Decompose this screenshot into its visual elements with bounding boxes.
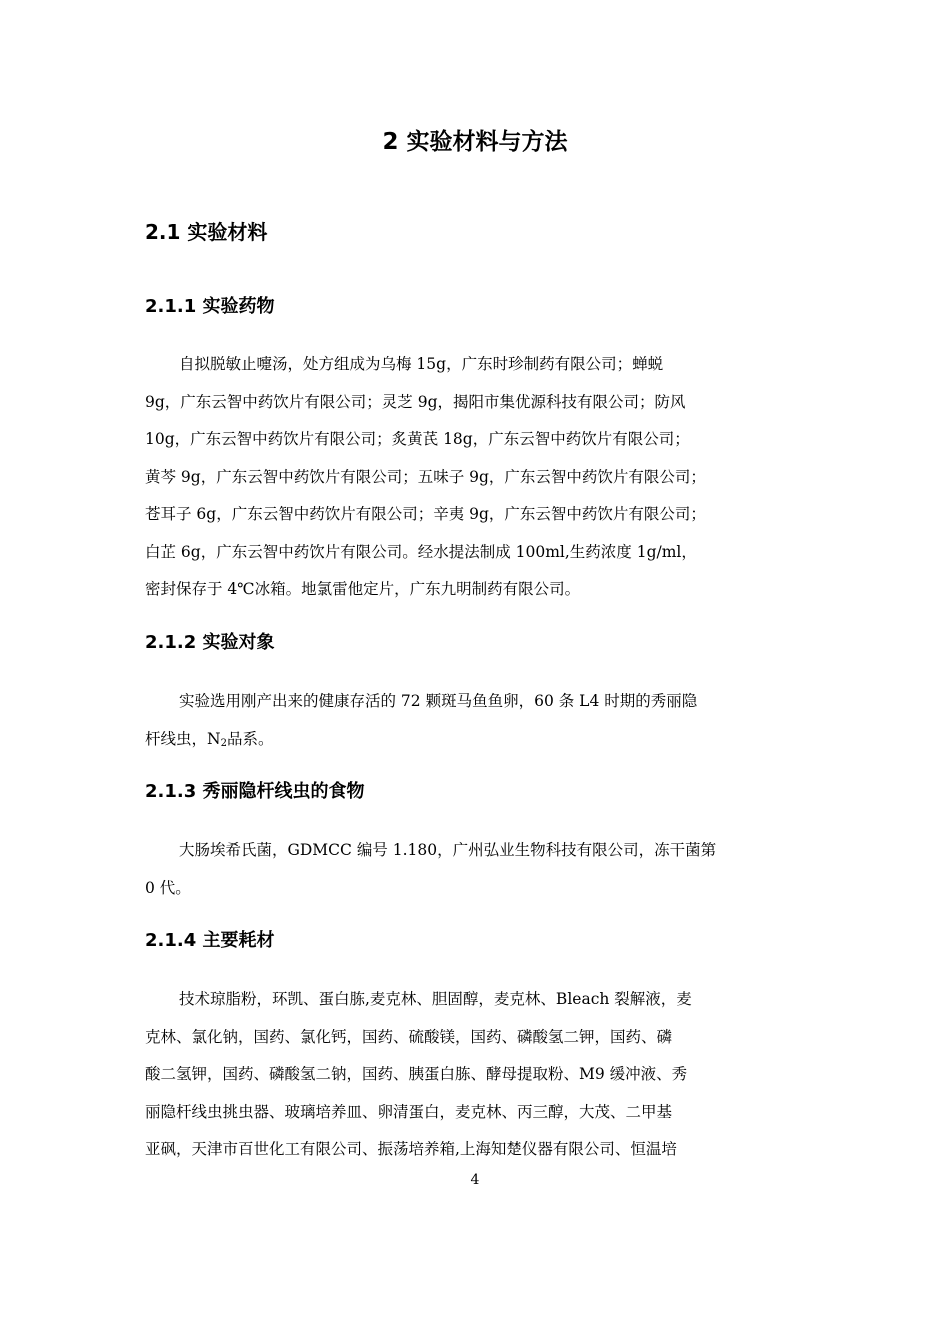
text-line: 苍耳子 6g，广东云智中药饮片有限公司；辛夷 9g，广东云智中药饮片有限公司； xyxy=(145,505,706,523)
subscript: 2 xyxy=(220,737,227,749)
text-line: 丽隐杆线虫挑虫器、玻璃培养皿、卵清蛋白，麦克林、丙三醇，大茂、二甲基 xyxy=(145,1102,673,1121)
text-line: 黄芩 9g，广东云智中药饮片有限公司；五味子 9g，广东云智中药饮片有限公司； xyxy=(145,467,706,486)
paragraph-experimental-drugs xyxy=(145,346,810,609)
text-line: 亚砜，天津市百世化工有限公司、振荡培养箱,上海知楚仪器有限公司、恒温培 xyxy=(145,1140,677,1158)
text-line xyxy=(145,721,810,763)
text-line: 自拟脱敏止嚏汤，处方组成为乌梅 15g，广东时珍制药有限公司；蝉蜕 xyxy=(179,355,664,373)
subsection-title-2-1-3: 2.1.3 秀丽隐杆线虫的食物 xyxy=(145,781,365,802)
text-line: 大肠埃希氏菌，GDMCC 编号 1.180，广州弘业生物科技有限公司，冻干菌第 xyxy=(179,841,717,859)
paragraph-main-consumables xyxy=(145,981,810,1169)
text-line: 密封保存于 4℃冰箱。地氯雷他定片，广东九明制药有限公司。 xyxy=(145,580,581,598)
section-title-2-1: 2.1 实验材料 xyxy=(145,220,268,244)
text-line: 0 代。 xyxy=(145,878,191,897)
text-fragment: 杆线虫，N xyxy=(145,729,221,748)
page-number: 4 xyxy=(470,1172,480,1188)
text-line: 技术琼脂粉，环凯、蛋白胨,麦克林、胆固醇，麦克林、Bleach 裂解液，麦 xyxy=(179,990,692,1008)
text-line: 酸二氢钾，国药、磷酸氢二钠，国药、胰蛋白胨、酵母提取粉、M9 缓冲液、秀 xyxy=(145,1065,688,1083)
text-line: 实验选用刚产出来的健康存活的 72 颗斑马鱼鱼卵，60 条 L4 时期的秀丽隐 xyxy=(179,692,698,710)
text-line: 白芷 6g，广东云智中药饮片有限公司。经水提法制成 100ml,生药浓度 1g/ml， xyxy=(145,542,697,561)
paragraph-experimental-subjects xyxy=(145,683,810,762)
text-line: 克林、氯化钠，国药、氯化钙，国药、硫酸镁，国药、磷酸氢二钾，国药、磷 xyxy=(145,1027,673,1046)
chapter-title: 2 实验材料与方法 xyxy=(382,129,568,155)
subsection-title-2-1-1: 2.1.1 实验药物 xyxy=(145,296,275,317)
subsection-title-2-1-2: 2.1.2 实验对象 xyxy=(145,632,275,653)
text-line: 10g，广东云智中药饮片有限公司；炙黄芪 18g，广东云智中药饮片有限公司； xyxy=(145,430,690,448)
text-line: 9g，广东云智中药饮片有限公司；灵芝 9g，揭阳市集优源科技有限公司；防风 xyxy=(145,392,686,411)
text-fragment: 品系。 xyxy=(226,729,274,748)
paragraph-nematode-food xyxy=(145,832,810,907)
subsection-title-2-1-4: 2.1.4 主要耗材 xyxy=(145,930,275,951)
